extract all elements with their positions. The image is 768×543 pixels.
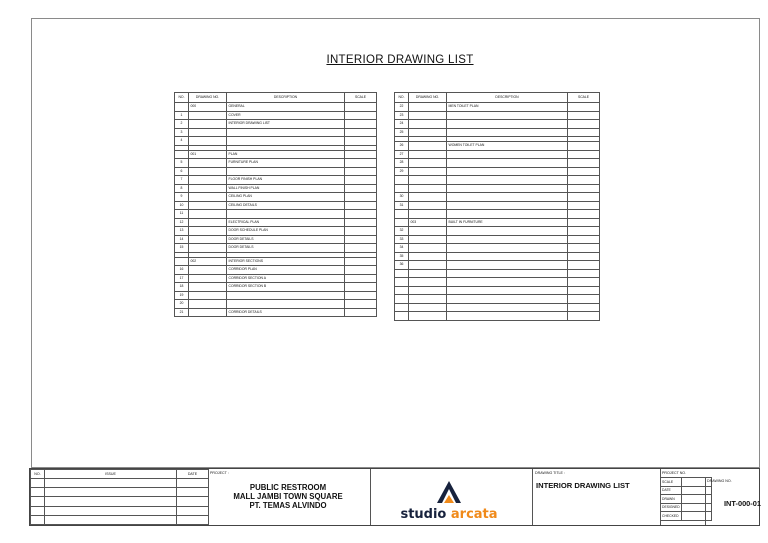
cell-no: 24 bbox=[395, 120, 409, 129]
cell-drawing-no bbox=[189, 128, 227, 137]
col-header-drawing-no: DRAWING NO. bbox=[409, 93, 447, 103]
cell-description: COVER bbox=[227, 111, 345, 120]
cell-scale bbox=[568, 176, 600, 185]
cell-drawing-no bbox=[189, 244, 227, 253]
cell-scale bbox=[568, 184, 600, 193]
cell-no: 26 bbox=[395, 142, 409, 151]
cell-description: WOMEN TOILET PLAN bbox=[447, 142, 568, 151]
rev-no bbox=[31, 479, 45, 488]
table-row bbox=[175, 159, 377, 168]
cell-scale bbox=[568, 120, 600, 129]
divider bbox=[705, 477, 706, 525]
cell-description: BUILT IN FURNITURE bbox=[447, 218, 568, 227]
cell-no: 12 bbox=[175, 218, 189, 227]
cell-drawing-no bbox=[409, 295, 447, 304]
meta-value bbox=[681, 486, 711, 495]
cell-drawing-no bbox=[409, 201, 447, 210]
cell-no bbox=[395, 184, 409, 193]
cell-scale bbox=[568, 193, 600, 202]
cell-drawing-no bbox=[189, 111, 227, 120]
cell-no bbox=[395, 303, 409, 312]
cell-no: 28 bbox=[395, 159, 409, 168]
cell-no: 16 bbox=[175, 266, 189, 275]
cell-drawing-no bbox=[409, 150, 447, 159]
cell-scale bbox=[345, 308, 377, 317]
table-row bbox=[175, 201, 377, 210]
cell-no: 19 bbox=[175, 291, 189, 300]
meta-row bbox=[661, 503, 712, 512]
cell-no: 27 bbox=[395, 150, 409, 159]
drawing-title: INTERIOR DRAWING LIST bbox=[536, 481, 630, 490]
cell-no: 6 bbox=[175, 167, 189, 176]
cell-description: GENERAL bbox=[227, 103, 345, 112]
cell-scale bbox=[345, 184, 377, 193]
cell-scale bbox=[345, 137, 377, 146]
cell-drawing-no bbox=[409, 167, 447, 176]
cell-drawing-no bbox=[409, 210, 447, 219]
meta-label: SCALE bbox=[661, 478, 682, 487]
table-row bbox=[175, 167, 377, 176]
table-row bbox=[395, 142, 600, 151]
table-header-row bbox=[175, 93, 377, 103]
table-row bbox=[395, 184, 600, 193]
cell-scale bbox=[345, 218, 377, 227]
cell-scale bbox=[345, 167, 377, 176]
cell-description: ELECTRICAL PLAN bbox=[227, 218, 345, 227]
cell-description bbox=[447, 176, 568, 185]
rev-header-date: DATE bbox=[177, 470, 209, 479]
drawing-list-table-right bbox=[394, 92, 600, 321]
cell-drawing-no: 001 bbox=[189, 150, 227, 159]
cell-description: CORRIDOR DETAILS bbox=[227, 308, 345, 317]
cell-description bbox=[447, 159, 568, 168]
cell-no: 10 bbox=[175, 201, 189, 210]
cell-no: 23 bbox=[395, 111, 409, 120]
cell-scale bbox=[345, 291, 377, 300]
cell-description: DOOR DETAILS bbox=[227, 244, 345, 253]
cell-description bbox=[447, 303, 568, 312]
cell-drawing-no bbox=[189, 218, 227, 227]
cell-description: DOOR SCHEDULE PLAN bbox=[227, 227, 345, 236]
cell-description: FURNITURE PLAN bbox=[227, 159, 345, 168]
cell-drawing-no bbox=[189, 193, 227, 202]
table-row bbox=[175, 235, 377, 244]
cell-no: 1 bbox=[175, 111, 189, 120]
rev-date bbox=[177, 479, 209, 488]
cell-drawing-no bbox=[409, 252, 447, 261]
cell-drawing-no: 002 bbox=[189, 257, 227, 266]
project-label: PROJECT : bbox=[210, 471, 229, 475]
cell-description: INTERIOR SECTIONS bbox=[227, 257, 345, 266]
table-row bbox=[395, 303, 600, 312]
table-header-row bbox=[395, 93, 600, 103]
table-row bbox=[175, 176, 377, 185]
cell-scale bbox=[345, 201, 377, 210]
cell-no bbox=[395, 210, 409, 219]
cell-scale bbox=[345, 103, 377, 112]
table-row bbox=[175, 210, 377, 219]
cell-scale bbox=[568, 252, 600, 261]
table-row bbox=[395, 269, 600, 278]
cell-drawing-no bbox=[189, 201, 227, 210]
cell-drawing-no bbox=[189, 235, 227, 244]
cell-drawing-no bbox=[409, 261, 447, 270]
cell-description bbox=[447, 111, 568, 120]
cell-drawing-no bbox=[189, 266, 227, 275]
drawing-number: INT-000-01 bbox=[724, 499, 761, 508]
project-no-label: PROJECT NO. bbox=[662, 471, 687, 475]
table-row bbox=[175, 150, 377, 159]
table-row bbox=[175, 137, 377, 146]
cell-description bbox=[447, 286, 568, 295]
cell-drawing-no bbox=[409, 286, 447, 295]
cell-no bbox=[175, 257, 189, 266]
cell-drawing-no bbox=[189, 300, 227, 309]
cell-no: 8 bbox=[175, 184, 189, 193]
cell-no bbox=[395, 269, 409, 278]
cell-description bbox=[447, 193, 568, 202]
cell-no bbox=[395, 295, 409, 304]
cell-drawing-no bbox=[409, 303, 447, 312]
cell-scale bbox=[345, 283, 377, 292]
cell-description bbox=[447, 201, 568, 210]
cell-no: 32 bbox=[395, 227, 409, 236]
table-row bbox=[395, 312, 600, 321]
cell-scale bbox=[568, 312, 600, 321]
cell-scale bbox=[345, 193, 377, 202]
table-row bbox=[175, 227, 377, 236]
cell-description bbox=[227, 128, 345, 137]
cell-scale bbox=[568, 244, 600, 253]
cell-scale bbox=[345, 266, 377, 275]
divider bbox=[532, 469, 533, 525]
cell-drawing-no bbox=[189, 176, 227, 185]
cell-scale bbox=[345, 235, 377, 244]
col-header-no: NO. bbox=[175, 93, 189, 103]
cell-no: 7 bbox=[175, 176, 189, 185]
table-row bbox=[395, 261, 600, 270]
col-header-no: NO. bbox=[395, 93, 409, 103]
cell-description bbox=[447, 295, 568, 304]
cell-description bbox=[227, 291, 345, 300]
cell-scale bbox=[568, 235, 600, 244]
table-row bbox=[175, 184, 377, 193]
table-row bbox=[395, 227, 600, 236]
cell-no: 33 bbox=[395, 235, 409, 244]
cell-drawing-no bbox=[409, 193, 447, 202]
logo-word-arcata: arcata bbox=[450, 507, 498, 522]
cell-scale bbox=[568, 103, 600, 112]
table-row bbox=[395, 176, 600, 185]
rev-header-no: NO. bbox=[31, 470, 45, 479]
cell-drawing-no bbox=[189, 210, 227, 219]
meta-row bbox=[661, 486, 712, 495]
logo-wordmark bbox=[374, 507, 524, 522]
cell-drawing-no bbox=[409, 278, 447, 287]
cell-scale bbox=[345, 111, 377, 120]
cell-description bbox=[447, 252, 568, 261]
cell-scale bbox=[345, 274, 377, 283]
cell-no: 18 bbox=[175, 283, 189, 292]
cell-description bbox=[447, 269, 568, 278]
cell-scale bbox=[345, 300, 377, 309]
cell-drawing-no bbox=[409, 111, 447, 120]
cell-drawing-no bbox=[409, 103, 447, 112]
meta-row bbox=[661, 478, 712, 487]
cell-no: 36 bbox=[395, 261, 409, 270]
cell-drawing-no bbox=[409, 184, 447, 193]
cell-drawing-no bbox=[189, 283, 227, 292]
cell-scale bbox=[568, 111, 600, 120]
logo-word-studio: studio bbox=[400, 507, 447, 522]
cell-drawing-no bbox=[189, 159, 227, 168]
cell-no: 3 bbox=[175, 128, 189, 137]
studio-arcata-logo bbox=[374, 475, 524, 525]
table-row bbox=[175, 103, 377, 112]
meta-label: DATE bbox=[661, 486, 682, 495]
cell-description bbox=[447, 150, 568, 159]
cell-description bbox=[447, 167, 568, 176]
cell-scale bbox=[568, 227, 600, 236]
rev-header-issue: ISSUE bbox=[45, 470, 177, 479]
cell-description: INTERIOR DRAWING LIST bbox=[227, 120, 345, 129]
cell-scale bbox=[568, 278, 600, 287]
rev-issue bbox=[45, 479, 177, 488]
table-row bbox=[395, 210, 600, 219]
cell-drawing-no: 000 bbox=[189, 103, 227, 112]
cell-description bbox=[447, 227, 568, 236]
table-row bbox=[175, 274, 377, 283]
cell-drawing-no: 003 bbox=[409, 218, 447, 227]
revision-table bbox=[30, 469, 208, 525]
meta-label: CHECKED bbox=[661, 512, 682, 521]
table-row bbox=[395, 278, 600, 287]
table-row bbox=[395, 111, 600, 120]
cell-description bbox=[447, 210, 568, 219]
drawing-title-label: DRAWING TITLE : bbox=[535, 471, 565, 475]
cell-no bbox=[175, 150, 189, 159]
project-location-name: MALL JAMBI TOWN SQUARE bbox=[233, 492, 343, 501]
table-row bbox=[395, 201, 600, 210]
table-row bbox=[395, 235, 600, 244]
table-row bbox=[175, 120, 377, 129]
table-row bbox=[395, 244, 600, 253]
cell-drawing-no bbox=[189, 274, 227, 283]
cell-drawing-no bbox=[189, 120, 227, 129]
cell-description bbox=[227, 210, 345, 219]
cell-scale bbox=[568, 210, 600, 219]
table-row bbox=[175, 283, 377, 292]
col-header-description: DESCRIPTION bbox=[227, 93, 345, 103]
project-client: PT. TEMAS ALVINDO bbox=[249, 501, 327, 510]
cell-no: 11 bbox=[175, 210, 189, 219]
cell-scale bbox=[568, 295, 600, 304]
table-row bbox=[175, 300, 377, 309]
table-row bbox=[395, 295, 600, 304]
cell-no: 17 bbox=[175, 274, 189, 283]
cell-no bbox=[175, 103, 189, 112]
cell-scale bbox=[568, 269, 600, 278]
cell-drawing-no bbox=[409, 128, 447, 137]
cell-scale bbox=[568, 286, 600, 295]
cell-scale bbox=[345, 244, 377, 253]
table-row bbox=[395, 128, 600, 137]
cell-description bbox=[227, 137, 345, 146]
cell-no: 21 bbox=[175, 308, 189, 317]
cell-description bbox=[447, 120, 568, 129]
cell-description bbox=[447, 128, 568, 137]
col-header-drawing-no: DRAWING NO. bbox=[189, 93, 227, 103]
cell-description bbox=[447, 278, 568, 287]
meta-value bbox=[681, 503, 711, 512]
cell-description: FLOOR FINISH PLAN bbox=[227, 176, 345, 185]
col-header-scale: SCALE bbox=[345, 93, 377, 103]
drawing-list-table-left bbox=[174, 92, 377, 317]
cell-no: 31 bbox=[395, 201, 409, 210]
cell-description bbox=[447, 184, 568, 193]
cell-no: 2 bbox=[175, 120, 189, 129]
col-header-scale: SCALE bbox=[568, 93, 600, 103]
cell-description bbox=[447, 235, 568, 244]
cell-scale bbox=[568, 150, 600, 159]
project-name: PUBLIC RESTROOM bbox=[249, 483, 327, 492]
cell-description: CEILING DETAILS bbox=[227, 201, 345, 210]
cell-drawing-no bbox=[409, 312, 447, 321]
cell-scale bbox=[345, 150, 377, 159]
cell-scale bbox=[568, 159, 600, 168]
title-block bbox=[29, 468, 760, 526]
cell-scale bbox=[568, 128, 600, 137]
cell-no: 20 bbox=[175, 300, 189, 309]
cell-no: 22 bbox=[395, 103, 409, 112]
cell-drawing-no bbox=[409, 235, 447, 244]
cell-scale bbox=[345, 176, 377, 185]
cell-scale bbox=[345, 159, 377, 168]
cell-scale bbox=[345, 210, 377, 219]
cell-description: PLAN bbox=[227, 150, 345, 159]
cell-description: CORRIDOR SECTION A bbox=[227, 274, 345, 283]
table-row bbox=[175, 244, 377, 253]
cell-description bbox=[227, 167, 345, 176]
cell-drawing-no bbox=[189, 184, 227, 193]
table-row bbox=[395, 103, 600, 112]
table-row bbox=[395, 167, 600, 176]
drawing-meta-table bbox=[660, 477, 712, 521]
cell-scale bbox=[568, 167, 600, 176]
table-row bbox=[175, 291, 377, 300]
cell-description bbox=[447, 261, 568, 270]
cell-description: CORRIDOR PLAN bbox=[227, 266, 345, 275]
cell-description bbox=[227, 300, 345, 309]
table-row bbox=[395, 159, 600, 168]
cell-scale bbox=[345, 120, 377, 129]
drawing-no-label: DRAWING NO. bbox=[707, 479, 732, 483]
cell-no: 30 bbox=[395, 193, 409, 202]
cell-scale bbox=[345, 128, 377, 137]
cell-description: DOOR DETAILS bbox=[227, 235, 345, 244]
cell-no: 9 bbox=[175, 193, 189, 202]
table-row bbox=[395, 120, 600, 129]
meta-label: DRAWN bbox=[661, 495, 682, 504]
cell-drawing-no bbox=[409, 120, 447, 129]
cell-description: WALL FINISH PLAN bbox=[227, 184, 345, 193]
cell-drawing-no bbox=[189, 167, 227, 176]
cell-no bbox=[395, 176, 409, 185]
cell-description bbox=[447, 312, 568, 321]
cell-no bbox=[395, 286, 409, 295]
meta-label: DESIGNED bbox=[661, 503, 682, 512]
logo-mark-icon bbox=[374, 475, 524, 507]
col-header-description: DESCRIPTION bbox=[447, 93, 568, 103]
cell-drawing-no bbox=[189, 308, 227, 317]
cell-no: 5 bbox=[175, 159, 189, 168]
cell-no bbox=[395, 312, 409, 321]
cell-scale bbox=[345, 227, 377, 236]
cell-no: 13 bbox=[175, 227, 189, 236]
table-row bbox=[175, 193, 377, 202]
table-row bbox=[395, 150, 600, 159]
cell-drawing-no bbox=[189, 227, 227, 236]
cell-drawing-no bbox=[189, 291, 227, 300]
cell-description: MEN TOILET PLAN bbox=[447, 103, 568, 112]
cell-drawing-no bbox=[189, 137, 227, 146]
cell-scale bbox=[568, 303, 600, 312]
table-row bbox=[175, 128, 377, 137]
table-row bbox=[175, 218, 377, 227]
cell-drawing-no bbox=[409, 176, 447, 185]
cell-description: CORRIDOR SECTION B bbox=[227, 283, 345, 292]
table-row bbox=[175, 308, 377, 317]
cell-no: 35 bbox=[395, 252, 409, 261]
cell-no: 29 bbox=[395, 167, 409, 176]
table-row bbox=[175, 111, 377, 120]
cell-scale bbox=[568, 201, 600, 210]
table-row bbox=[395, 193, 600, 202]
cell-description: CEILING PLAN bbox=[227, 193, 345, 202]
cell-no: 15 bbox=[175, 244, 189, 253]
cell-drawing-no bbox=[409, 159, 447, 168]
cell-no: 14 bbox=[175, 235, 189, 244]
cell-drawing-no bbox=[409, 269, 447, 278]
cell-no bbox=[395, 278, 409, 287]
cell-drawing-no bbox=[409, 142, 447, 151]
meta-row bbox=[661, 495, 712, 504]
meta-row bbox=[661, 512, 712, 521]
cell-no: 34 bbox=[395, 244, 409, 253]
table-row bbox=[395, 286, 600, 295]
table-row bbox=[175, 257, 377, 266]
meta-value bbox=[681, 512, 711, 521]
cell-drawing-no bbox=[409, 244, 447, 253]
table-row bbox=[175, 266, 377, 275]
table-row bbox=[395, 218, 600, 227]
cell-description bbox=[447, 244, 568, 253]
page-title: INTERIOR DRAWING LIST bbox=[326, 54, 474, 66]
cell-no: 25 bbox=[395, 128, 409, 137]
cell-no bbox=[395, 218, 409, 227]
cell-no: 4 bbox=[175, 137, 189, 146]
table-row bbox=[395, 252, 600, 261]
meta-value bbox=[681, 495, 711, 504]
cell-scale bbox=[568, 142, 600, 151]
cell-drawing-no bbox=[409, 227, 447, 236]
cell-scale bbox=[568, 261, 600, 270]
cell-scale bbox=[568, 218, 600, 227]
cell-scale bbox=[345, 257, 377, 266]
divider bbox=[370, 469, 371, 525]
